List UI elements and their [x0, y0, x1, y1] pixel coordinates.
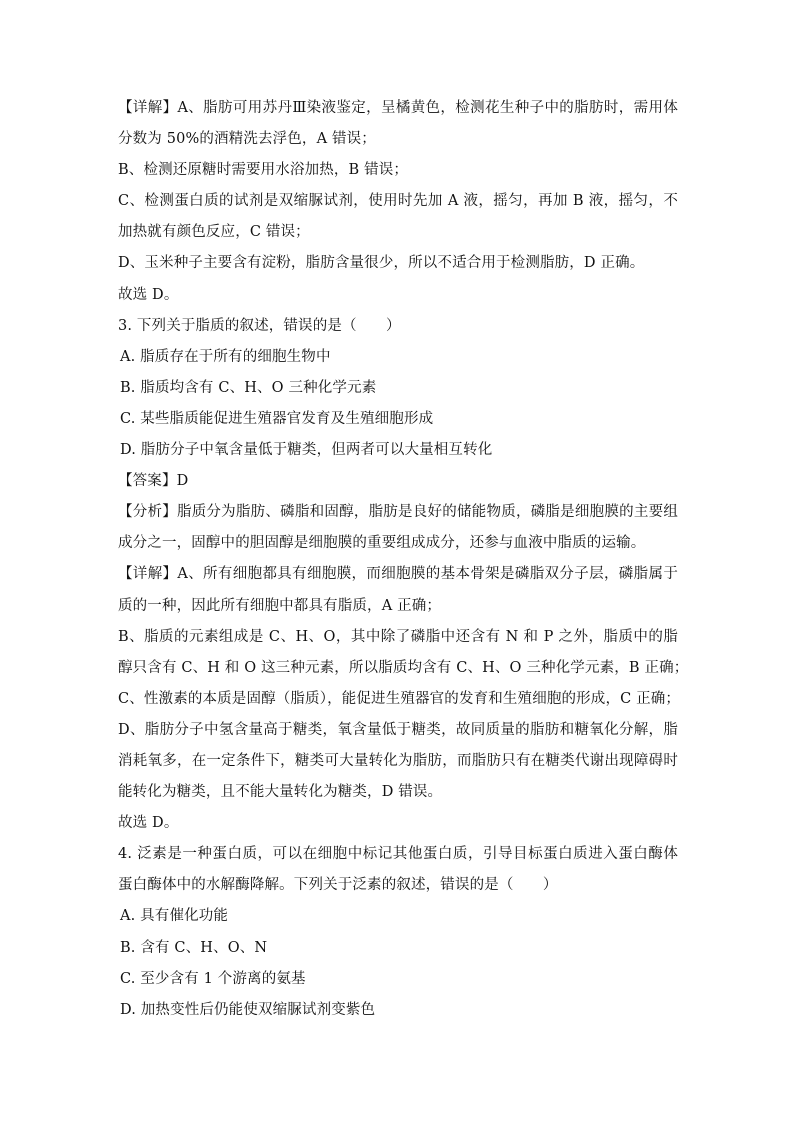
explanation-line: 消耗氧多，在一定条件下，糖类可大量转化为脂肪，而脂肪只有在糖类代谢出现障碍时	[118, 752, 678, 769]
explanation-line: 【详解】A、所有细胞都具有细胞膜，而细胞膜的基本骨架是磷脂双分子层，磷脂属于	[118, 566, 678, 583]
question-3-option-a: A. 脂质存在于所有的细胞生物中	[120, 348, 331, 365]
explanation-line: B、脂质的元素组成是 C、H、O，其中除了磷脂中还含有 N 和 P 之外，脂质中的脂	[118, 628, 678, 645]
text-line: D、玉米种子主要含有淀粉，脂肪含量很少，所以不适合用于检测脂肪，D 正确。	[118, 255, 645, 272]
explanation-line: 醇只含有 C、H 和 O 这三种元素，所以脂质均含有 C、H、O 三种化学元素，B 正确；	[118, 659, 689, 676]
question-4-option-b: B. 含有 C、H、O、N	[120, 939, 268, 956]
question-3-stem: 3. 下列关于脂质的叙述，错误的是（ ）	[118, 317, 401, 334]
question-3-option-c: C. 某些脂质能促进生殖器官发育及生殖细胞形成	[120, 410, 434, 427]
text-line: 【详解】A、脂肪可用苏丹Ⅲ染液鉴定，呈橘黄色，检测花生种子中的脂肪时，需用体	[118, 100, 678, 116]
conclusion-line: 故选 D。	[118, 815, 179, 832]
question-4-stem: 4. 泛素是一种蛋白质，可以在细胞中标记其他蛋白质，引导目标蛋白质进入蛋白酶体	[118, 846, 678, 863]
question-4-option-d: D. 加热变性后仍能使双缩脲试剂变紫色	[120, 1001, 376, 1018]
text-line: C、检测蛋白质的试剂是双缩脲试剂，使用时先加 A 液，摇匀，再加 B 液，摇匀，不	[118, 193, 678, 210]
question-3-option-b: B. 脂质均含有 C、H、O 三种化学元素	[120, 379, 377, 396]
document-body	[118, 98, 689, 1031]
analysis-line: 【分析】脂质分为脂肪、磷脂和固醇，脂肪是良好的储能物质，磷脂是细胞膜的主要组	[118, 504, 678, 521]
explanation-line: 能转化为糖类，且不能大量转化为糖类，D 错误。	[118, 784, 443, 801]
question-4-stem: 蛋白酶体中的水解酶降解。下列关于泛素的叙述，错误的是（ ）	[118, 877, 558, 894]
answer-line: 【答案】D	[118, 473, 189, 490]
question-4-option-a: A. 具有催化功能	[120, 908, 229, 925]
text-line: 加热就有颜色反应，C 错误；	[118, 224, 310, 241]
question-4-option-c: C. 至少含有 1 个游离的氨基	[120, 970, 306, 987]
text-line: B、检测还原糖时需要用水浴加热，B 错误；	[118, 162, 409, 179]
conclusion-line: 故选 D。	[118, 286, 179, 303]
question-3-option-d: D. 脂肪分子中氧含量低于糖类，但两者可以大量相互转化	[120, 442, 493, 459]
explanation-line: C、性激素的本质是固醇（脂质），能促进生殖器官的发育和生殖细胞的形成，C 正确；	[118, 690, 681, 707]
explanation-line: D、脂肪分子中氢含量高于糖类，氧含量低于糖类，故同质量的脂肪和糖氧化分解，脂	[118, 721, 678, 738]
text-line: 分数为 50%的酒精洗去浮色，A 错误；	[118, 131, 376, 148]
analysis-line: 成分之一，固醇中的胆固醇是细胞膜的重要组成成分，还参与血液中脂质的运输。	[118, 535, 646, 552]
explanation-line: 质的一种，因此所有细胞中都具有脂质，A 正确；	[118, 597, 442, 614]
